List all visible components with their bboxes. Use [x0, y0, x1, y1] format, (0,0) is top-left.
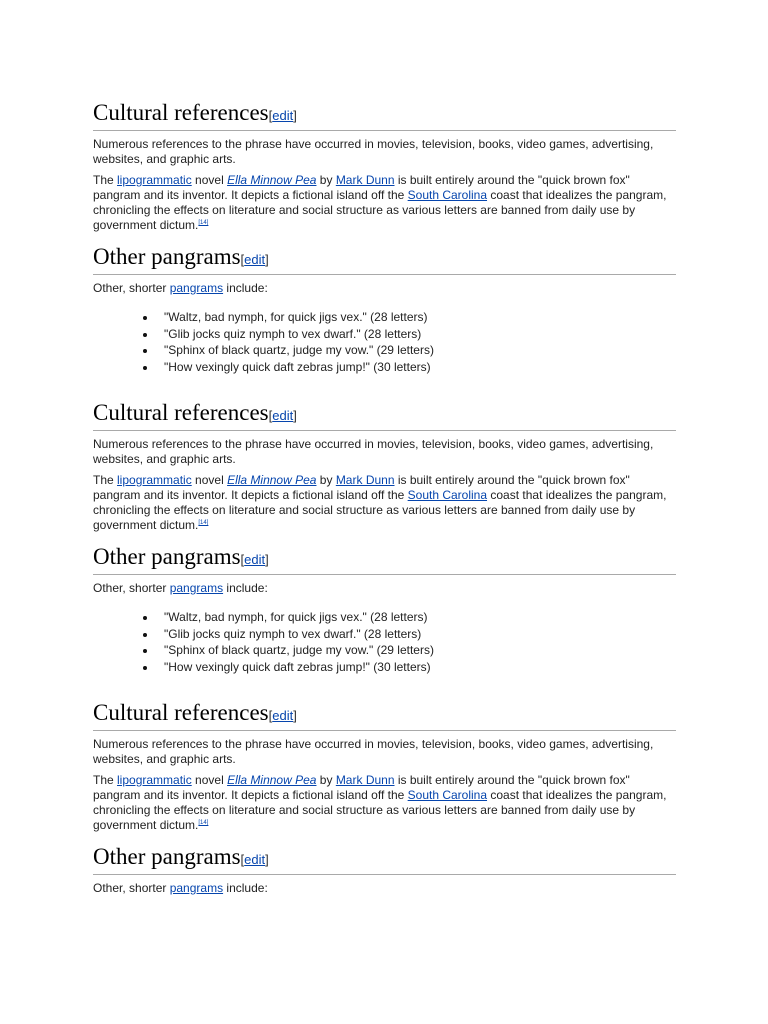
paragraph-novel: The lipogrammatic novel Ella Minnow Pea by Mark Dunn is built entirely around the "quick brown fox" pangram and its inventor. It depicts a fictional island off the South Carolina coast that idealizes the pangram, chronicling the effects on literature and social structure as various letters are banned from daily use by government dictum.[14] — [93, 773, 667, 832]
pangram-list — [93, 309, 676, 375]
list-item: "Waltz, bad nymph, for quick jigs vex." (28 letters) — [164, 309, 676, 326]
link-lipogrammatic[interactable]: lipogrammatic — [117, 173, 192, 187]
content-block — [93, 399, 676, 699]
edit-link[interactable]: edit — [244, 552, 266, 567]
heading-text: Other pangrams — [93, 244, 241, 269]
paragraph-novel: The lipogrammatic novel Ella Minnow Pea by Mark Dunn is built entirely around the "quick brown fox" pangram and its inventor. It depicts a fictional island off the South Carolina coast that idealizes the pangram, chronicling the effects on literature and social structure as various letters are banned from daily use by government dictum.[14] — [93, 173, 667, 232]
link-ella-minnow-pea[interactable]: Ella Minnow Pea — [227, 773, 317, 787]
link-pangrams[interactable]: pangrams — [169, 281, 224, 295]
link-south-carolina[interactable]: South Carolina — [407, 188, 488, 202]
link-south-carolina[interactable]: South Carolina — [407, 488, 488, 502]
section-heading-cultural-references — [93, 399, 676, 431]
list-item: "Sphinx of black quartz, judge my vow." (29 letters) — [164, 642, 676, 659]
link-lipogrammatic[interactable]: lipogrammatic — [117, 773, 192, 787]
heading-text: Other pangrams — [93, 544, 241, 569]
section-heading-other-pangrams — [93, 243, 676, 275]
edit-link[interactable]: edit — [272, 108, 294, 123]
link-pangrams[interactable]: pangrams — [169, 881, 224, 895]
paragraph-novel: The lipogrammatic novel Ella Minnow Pea by Mark Dunn is built entirely around the "quick brown fox" pangram and its inventor. It depicts a fictional island off the South Carolina coast that idealizes the pangram, chronicling the effects on literature and social structure as various letters are banned from daily use by government dictum.[14] — [93, 473, 667, 532]
edit-link[interactable]: edit — [272, 708, 294, 723]
section-heading-other-pangrams — [93, 543, 676, 575]
edit-link[interactable]: edit — [244, 252, 266, 267]
link-lipogrammatic[interactable]: lipogrammatic — [117, 473, 192, 487]
reference-link[interactable]: [14] — [198, 820, 209, 826]
list-item: "How vexingly quick daft zebras jump!" (30 letters) — [164, 359, 676, 376]
spacer — [93, 675, 676, 699]
reference-link[interactable]: [14] — [198, 220, 209, 226]
paragraph-other-intro: Other, shorter pangrams include: — [93, 281, 268, 295]
edit-section: [edit] — [268, 408, 297, 423]
link-ella-minnow-pea[interactable]: Ella Minnow Pea — [227, 173, 317, 187]
spacer — [93, 375, 676, 399]
edit-section: [edit] — [268, 708, 297, 723]
edit-link[interactable]: edit — [272, 408, 294, 423]
heading-text: Cultural references — [93, 700, 269, 725]
paragraph-intro: Numerous references to the phrase have occurred in movies, television, books, video games, advertising, websites, and graphic arts. — [93, 137, 654, 166]
paragraph-other-intro: Other, shorter pangrams include: — [93, 581, 268, 595]
link-mark-dunn[interactable]: Mark Dunn — [335, 173, 395, 187]
list-item: "How vexingly quick daft zebras jump!" (30 letters) — [164, 659, 676, 676]
section-heading-other-pangrams — [93, 843, 676, 875]
link-ella-minnow-pea[interactable]: Ella Minnow Pea — [227, 473, 317, 487]
link-pangrams[interactable]: pangrams — [169, 581, 224, 595]
reference-link[interactable]: [14] — [198, 520, 209, 526]
section-heading-cultural-references — [93, 99, 676, 131]
link-mark-dunn[interactable]: Mark Dunn — [335, 473, 395, 487]
edit-section: [edit] — [240, 252, 269, 267]
link-south-carolina[interactable]: South Carolina — [407, 788, 488, 802]
pangram-list — [93, 609, 676, 675]
content-block — [93, 699, 676, 896]
list-item: "Glib jocks quiz nymph to vex dwarf." (28 letters) — [164, 326, 676, 343]
edit-section: [edit] — [240, 852, 269, 867]
article-content — [93, 99, 676, 896]
list-item: "Waltz, bad nymph, for quick jigs vex." (28 letters) — [164, 609, 676, 626]
paragraph-intro: Numerous references to the phrase have occurred in movies, television, books, video games, advertising, websites, and graphic arts. — [93, 737, 654, 766]
paragraph-other-intro: Other, shorter pangrams include: — [93, 881, 268, 895]
edit-section: [edit] — [268, 108, 297, 123]
paragraph-intro: Numerous references to the phrase have occurred in movies, television, books, video games, advertising, websites, and graphic arts. — [93, 437, 654, 466]
heading-text: Cultural references — [93, 400, 269, 425]
list-item: "Glib jocks quiz nymph to vex dwarf." (28 letters) — [164, 626, 676, 643]
heading-text: Other pangrams — [93, 844, 241, 869]
list-item: "Sphinx of black quartz, judge my vow." (29 letters) — [164, 342, 676, 359]
section-heading-cultural-references — [93, 699, 676, 731]
heading-text: Cultural references — [93, 100, 269, 125]
edit-link[interactable]: edit — [244, 852, 266, 867]
link-mark-dunn[interactable]: Mark Dunn — [335, 773, 395, 787]
content-block — [93, 99, 676, 399]
edit-section: [edit] — [240, 552, 269, 567]
